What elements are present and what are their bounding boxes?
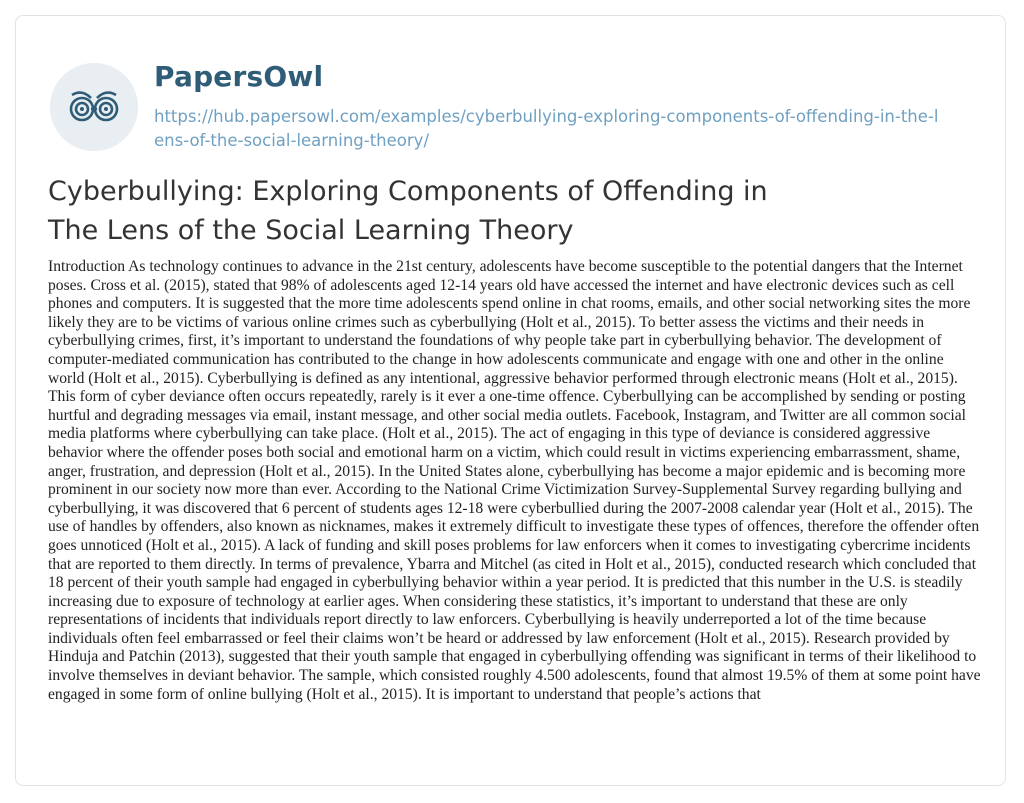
document-title: Cyberbullying: Exploring Components of Offending in The Lens of the Social Learning Theory — [48, 176, 768, 246]
source-url-link[interactable]: https://hub.papersowl.com/examples/cyberbullying-exploring-components-of-offending-in-the-lens-of-the-social-learning-theory/ — [154, 107, 939, 150]
brand-name[interactable]: PapersOwl — [154, 60, 324, 93]
owl-eyes-icon — [50, 63, 138, 151]
document-body: Introduction As technology continues to advance in the 21st century, adolescents have become susceptible to the potential dangers that the Internet poses. Cross et al. (2015), stated that 98% of adolescents aged 12-14 years old have accessed the internet and have electronic devices such as cell phones and computers. It is suggested that the more time adolescents spend online in chat rooms, emails, and other social networking sites the more likely they are to be victims of various online crimes such as cyberbullying (Holt et al., 2015). To better assess the victims and their needs in cyberbullying crimes, first, it’s important to understand the foundations of why people take part in cyberbullying behavior. The development of computer-mediated communication has contributed to the change in how adolescents communicate and engage with one and other in the online world (Holt et al., 2015). Cyberbullying is defined as any intentional, aggressive behavior performed through electronic means (Holt et al., 2015). This form of cyber deviance often occurs repeatedly, rarely is it ever a one-time offence. Cyberbullying can be accomplished by sending or posting hurtful and degrading messages via email, instant message, and other social media outlets. Facebook, Instagram, and Twitter are all common social media platforms where cyberbullying can take place. (Holt et al., 2015). The act of engaging in this type of deviance is considered aggressive behavior where the offender poses both social and emotional harm on a victim, which could result in victims experiencing embarrassment, shame, anger, frustration, and depression (Holt et al., 2015). In the United States alone, cyberbullying has become a major epidemic and is becoming more prominent in our society now more than ever. According to the National Crime Victimization Survey-Supplemental Survey regarding bullying and cyberbullying, it was discovered that 6 percent of students ages 12-18 were cyberbullied during the 2007-2008 calendar year (Holt et al., 2015). The use of handles by offenders, also known as nicknames, makes it extremely difficult to investigate these types of offences, therefore the offender often goes unnoticed (Holt et al., 2015). A lack of funding and skill poses problems for law enforcers when it comes to investigating cybercrime incidents that are reported to them directly. In terms of prevalence, Ybarra and Mitchel (as cited in Holt et al., 2015), conducted research which concluded that 18 percent of their youth sample had engaged in cyberbullying behavior within a year period. It is predicted that this number in the U.S. is steadily increasing due to exposure of technology at earlier ages. When considering these statistics, it’s important to understand that these are only representations of incidents that individuals report directly to law enforcers. Cyberbullying is heavily underreported a lot of the time because individuals often feel embarrassed or feel their claims won’t be heard or addressed by law enforcement (Holt et al., 2015). Research provided by Hinduja and Patchin (2013), suggested that their youth sample that engaged in cyberbullying offending was significant in terms of their likelihood to involve themselves in deviant behavior. The sample, which consisted roughly 4.500 adolescents, found that almost 19.5% of them at some point have engaged in some form of online bullying (Holt et al., 2015). It is important to understand that people’s actions that — [48, 258, 981, 703]
